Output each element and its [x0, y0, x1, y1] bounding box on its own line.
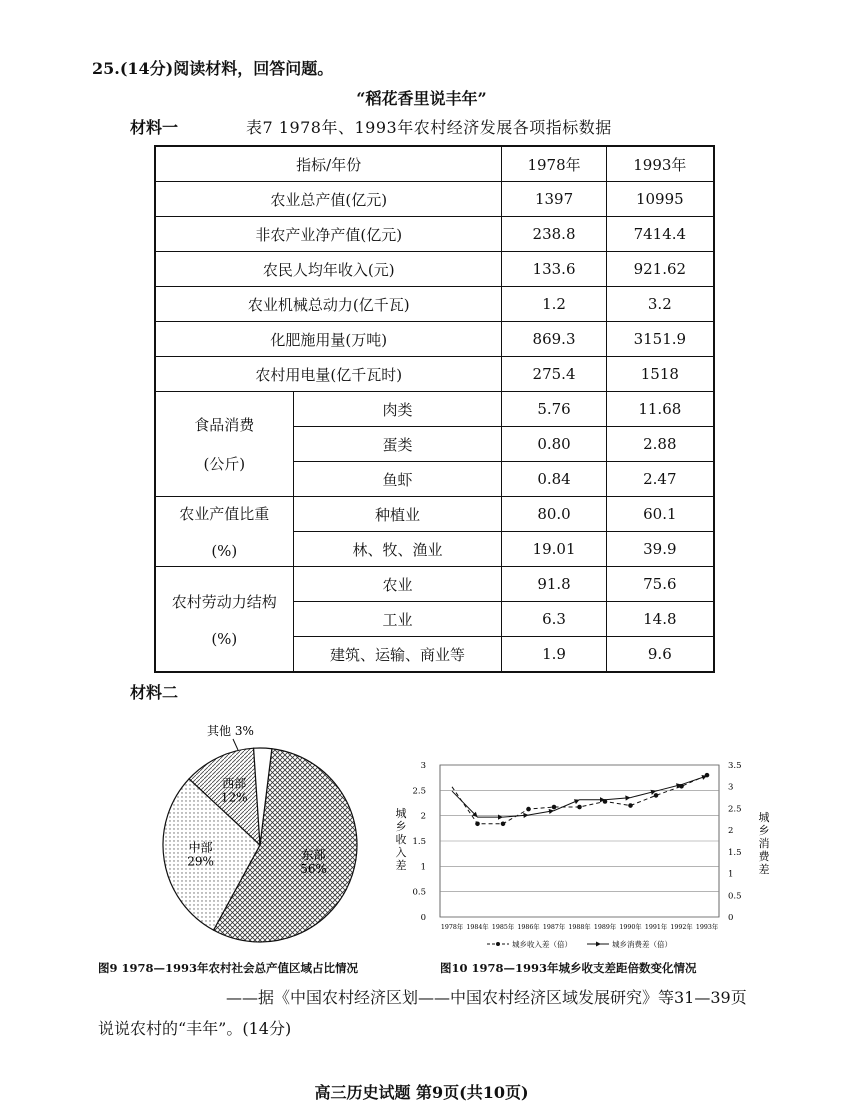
row-label: 蛋类	[293, 427, 502, 462]
y-left-tick: 1	[420, 862, 426, 873]
pie-chart	[120, 715, 420, 960]
row-label: 农民人均年收入(元)	[155, 252, 502, 287]
group-unit: (%)	[211, 542, 238, 560]
y-right-title-char: 乡	[758, 824, 770, 837]
x-tick-label: 1984年	[466, 924, 489, 931]
cell-1993: 2.47	[606, 462, 714, 497]
series-point	[526, 807, 531, 812]
legend-label: 城乡消费差（倍）	[612, 940, 672, 949]
cell-1993: 1518	[606, 357, 714, 392]
y-right-title-char: 消	[758, 837, 770, 850]
table-row	[155, 567, 714, 602]
x-tick-label: 1988年	[568, 924, 591, 931]
cell-1978: 91.8	[502, 567, 606, 602]
x-tick-label: 1992年	[670, 924, 693, 931]
row-label: 农业总产值(亿元)	[155, 182, 502, 217]
question-header: 25.(14分)阅读材料，回答问题。	[92, 59, 334, 78]
series-point	[577, 805, 582, 810]
cell-1978: 1.2	[502, 287, 606, 322]
header-indicator: 指标/年份	[155, 146, 502, 182]
indicator-table	[154, 145, 715, 673]
fig9-caption: 图9 1978—1993年农村社会总产值区域占比情况	[98, 961, 359, 975]
legend-marker	[496, 942, 500, 946]
row-label: 农业机械总动力(亿千瓦)	[155, 287, 502, 322]
table-row	[155, 497, 714, 532]
material2-label: 材料二	[130, 683, 179, 702]
cell-1978: 133.6	[502, 252, 606, 287]
pie-slice-percent: 29%	[187, 854, 214, 869]
pie-slice-name: 东部	[301, 848, 326, 863]
row-label: 种植业	[293, 497, 502, 532]
cell-1993: 3151.9	[606, 322, 714, 357]
y-left-tick: 0.5	[412, 887, 426, 898]
y-right-tick: 1	[728, 869, 734, 880]
page-footer: 高三历史试题 第9页(共10页)	[314, 1083, 529, 1102]
series-point	[628, 803, 633, 808]
cell-1978: 0.80	[502, 427, 606, 462]
cell-1978: 5.76	[502, 392, 606, 427]
series-point	[475, 821, 480, 826]
y-right-tick: 3	[728, 782, 734, 793]
cell-1993: 7414.4	[606, 217, 714, 252]
cell-1993: 11.68	[606, 392, 714, 427]
series-point	[523, 813, 528, 818]
pie-slice-percent: 12%	[220, 790, 248, 805]
cell-1978: 6.3	[502, 602, 606, 637]
table-row	[155, 322, 714, 357]
table-row	[155, 252, 714, 287]
table-row	[155, 182, 714, 217]
cell-1978: 1.9	[502, 637, 606, 673]
pie-slice-name: 西部	[222, 776, 247, 791]
series-point	[625, 795, 630, 800]
y-right-tick: 0	[728, 913, 734, 923]
legend-label: 城乡收入差（倍）	[512, 940, 572, 949]
y-right-title-char: 差	[758, 863, 770, 876]
table-row	[155, 357, 714, 392]
series-point	[501, 821, 506, 826]
x-tick-label: 1993年	[695, 924, 719, 931]
question-ask: 说说农村的“丰年”。(14分)	[98, 1019, 292, 1038]
cell-1978: 275.4	[502, 357, 606, 392]
cell-1978: 1397	[502, 182, 606, 217]
pie-slice-percent: 56%	[300, 862, 327, 877]
cell-1993: 60.1	[606, 497, 714, 532]
header-1993: 1993年	[606, 146, 714, 182]
y-left-title-char: 差	[395, 859, 407, 872]
pie-slice-name: 中部	[188, 840, 213, 855]
group-unit: (%)	[211, 629, 238, 648]
series-point	[549, 809, 554, 814]
row-label: 非农产业净产值(亿元)	[155, 217, 502, 252]
cell-1978: 238.8	[502, 217, 606, 252]
y-left-title-char: 城	[395, 807, 407, 820]
header-1978: 1978年	[502, 146, 606, 182]
cell-1993: 39.9	[606, 532, 714, 567]
x-tick-label: 1991年	[644, 924, 668, 931]
line-chart	[392, 755, 782, 960]
row-label: 化肥施用量(万吨)	[155, 322, 502, 357]
y-left-title-char: 收	[395, 833, 407, 846]
y-right-tick: 3.5	[728, 761, 742, 771]
y-right-tick: 2.5	[728, 804, 742, 815]
group-name: 农村劳动力结构	[171, 592, 277, 611]
fig10-caption: 图10 1978—1993年城乡收支差距倍数变化情况	[440, 961, 697, 975]
row-label: 林、牧、渔业	[293, 532, 502, 567]
series-line-1	[452, 776, 707, 817]
row-label: 农业	[293, 567, 502, 602]
group-unit: (公斤)	[203, 455, 246, 473]
x-tick-label: 1987年	[542, 924, 566, 931]
y-right-tick: 2	[728, 826, 734, 837]
group-name: 食品消费	[194, 416, 255, 434]
table-caption: 表7 1978年、1993年农村经济发展各项指标数据	[246, 118, 612, 137]
legend-marker	[596, 942, 601, 947]
cell-1978: 19.01	[502, 532, 606, 567]
question-title: “稻花香里说丰年”	[356, 89, 487, 108]
table-header-row	[155, 146, 714, 182]
cell-1978: 0.84	[502, 462, 606, 497]
x-tick-label: 1989年	[593, 924, 617, 931]
y-left-tick: 3	[420, 761, 426, 771]
x-tick-label: 1985年	[491, 924, 515, 931]
row-label: 肉类	[293, 392, 502, 427]
x-tick-label: 1978年	[440, 924, 464, 931]
y-right-tick: 0.5	[728, 891, 742, 902]
cell-1993: 75.6	[606, 567, 714, 602]
source-citation: ——据《中国农村经济区划——中国农村经济区域发展研究》等31—39页	[226, 988, 747, 1007]
row-label: 建筑、运输、商业等	[293, 637, 502, 673]
cell-1978: 869.3	[502, 322, 606, 357]
cell-1993: 921.62	[606, 252, 714, 287]
table-row	[155, 287, 714, 322]
row-label: 工业	[293, 602, 502, 637]
cell-1993: 2.88	[606, 427, 714, 462]
y-left-tick: 1.5	[412, 837, 426, 847]
row-label: 农村用电量(亿千瓦时)	[155, 357, 502, 392]
group-name: 农业产值比重	[179, 505, 270, 523]
y-left-tick: 2.5	[412, 786, 426, 797]
cell-1993: 3.2	[606, 287, 714, 322]
group-label-output-share	[155, 497, 293, 567]
material1-label: 材料一	[130, 118, 179, 137]
x-tick-label: 1990年	[619, 924, 642, 931]
cell-1978: 80.0	[502, 497, 606, 532]
series-point	[654, 793, 659, 798]
series-point	[552, 805, 557, 810]
row-label: 鱼虾	[293, 462, 502, 497]
group-label-food	[155, 392, 293, 497]
cell-1993: 9.6	[606, 637, 714, 673]
cell-1993: 10995	[606, 182, 714, 217]
cell-1993: 14.8	[606, 602, 714, 637]
y-right-title-char: 城	[758, 811, 770, 824]
y-right-tick: 1.5	[728, 847, 742, 858]
y-left-title-char: 乡	[395, 820, 407, 833]
series-point	[498, 815, 503, 820]
table-row	[155, 217, 714, 252]
y-left-tick: 0	[420, 913, 426, 923]
other-label: 其他 3%	[207, 724, 254, 738]
x-tick-label: 1986年	[517, 924, 540, 931]
y-right-title-char: 费	[758, 850, 770, 863]
table-row	[155, 392, 714, 427]
group-label-labor	[155, 567, 293, 673]
y-left-tick: 2	[420, 811, 426, 822]
y-left-title-char: 入	[395, 846, 407, 859]
other-leader-line	[233, 739, 238, 750]
